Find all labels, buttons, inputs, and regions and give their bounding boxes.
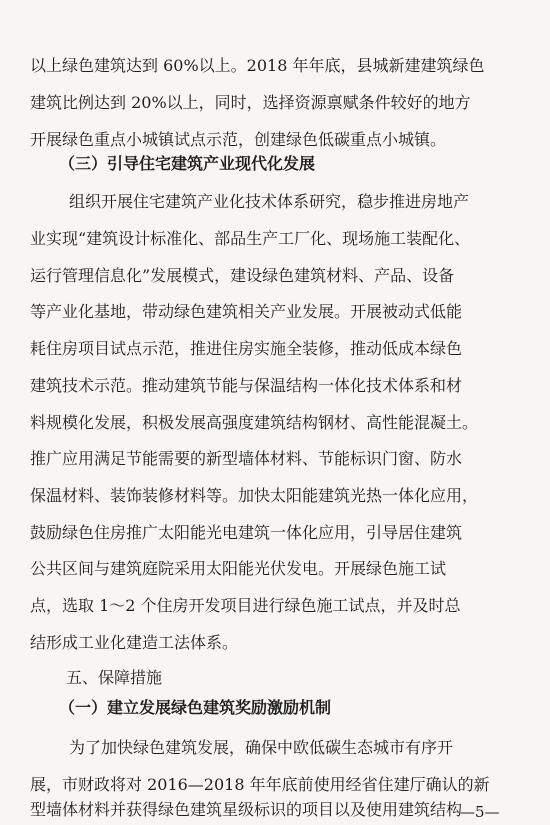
body-line: 开展绿色重点小城镇试点示范，创建绿色低碳重点小城镇。 [30, 130, 447, 149]
body-line: 推广应用满足节能需要的新型墙体材料、节能标识门窗、防水 [30, 449, 463, 468]
body-line: 公共区间与建筑庭院采用太阳能光伏发电。开展绿色施工试 [30, 559, 447, 578]
body-line: 鼓励绿色住房推广太阳能光电建筑一体化应用，引导居住建筑 [30, 523, 463, 542]
body-line: 耗住房项目试点示范，推进住房实施全装修，推动低成本绿色 [30, 339, 463, 358]
body-line: 点，选取 1～2 个住房开发项目进行绿色施工试点，并及时总 [30, 596, 461, 615]
body-line: 保温材料、装饰装修材料等。加快太阳能建筑光热一体化应用， [30, 486, 479, 505]
body-line: 组织开展住宅建筑产业化技术体系研究，稳步推进房地产 [69, 192, 470, 211]
body-line: 展，市财政将对 2016—2018 年年底前使用经省住建厅确认的新 [30, 775, 490, 794]
body-line: 运行管理信息化”发展模式，建设绿色建筑材料、产品、设备 [30, 266, 455, 285]
subsection-heading: （三）引导住宅建筑产业现代化发展 [59, 154, 316, 173]
body-line: 业实现“建筑设计标准化、部品生产工厂化、现场施工装配化、 [30, 229, 471, 248]
body-line: 料规模化发展，积极发展高强度建筑结构钢材、高性能混凝土。 [30, 413, 479, 432]
body-line: 建筑比例达到 20%以上，同时，选择资源禀赋条件较好的地方 [30, 93, 471, 112]
subsection-heading: （一）建立发展绿色建筑奖励激励机制 [59, 698, 332, 717]
body-line: 等产业化基地，带动绿色建筑相关产业发展。开展被动式低能 [30, 302, 463, 321]
body-line: 以上绿色建筑达到 60%以上。2018 年年底，县城新建建筑绿色 [30, 56, 485, 75]
page-number: —5— [460, 803, 500, 821]
body-line: 结形成工业化建造工法体系。 [30, 633, 239, 652]
body-line: 为了加快绿色建筑发展，确保中欧低碳生态城市有序开 [69, 738, 454, 757]
body-line: 型墙体材料并获得绿色建筑星级标识的项目以及使用建筑结构 [30, 800, 463, 819]
section-heading: 五、保障措施 [66, 668, 163, 687]
body-line: 建筑技术示范。推动建筑节能与保温结构一体化技术体系和材 [30, 376, 463, 395]
